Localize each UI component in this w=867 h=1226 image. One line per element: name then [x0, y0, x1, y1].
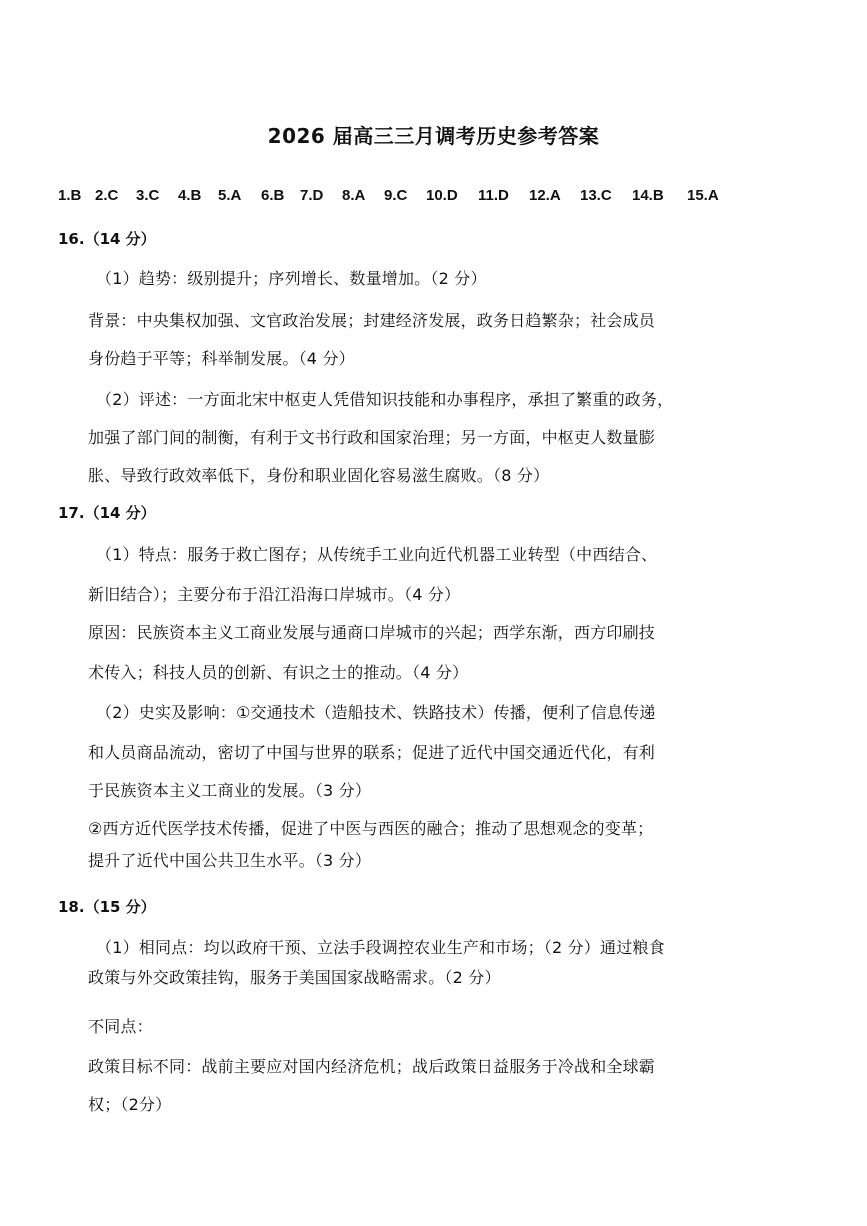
- q18-line-4: 政策目标不同：战前主要应对国内经济危机；战后政策日益服务于冷战和全球霸: [88, 1057, 656, 1076]
- mc-answer: 4.B: [178, 187, 202, 204]
- mc-answer: 15.A: [687, 187, 719, 204]
- q18-line-2: 政策与外交政策挂钩，服务于美国国家战略需求。（2 分）: [88, 968, 501, 987]
- mc-answer: 2.C: [95, 187, 119, 204]
- question-18-header: 18.（15 分）: [58, 898, 156, 916]
- mc-answer: 10.D: [426, 187, 458, 204]
- mc-answer: 5.A: [218, 187, 242, 204]
- q17-line-8: ②西方近代医学技术传播，促进了中医与西医的融合；推动了思想观念的变革；: [88, 819, 654, 838]
- mc-answer: 9.C: [384, 187, 408, 204]
- mc-answer: 8.A: [342, 187, 366, 204]
- q18-line-1: （1）相同点：均以政府干预、立法手段调控农业生产和市场；（2 分）通过粮食: [96, 938, 665, 957]
- q16-line-1: （1）趋势：级别提升；序列增长、数量增加。（2 分）: [96, 269, 487, 288]
- q18-line-3: 不同点：: [88, 1017, 153, 1036]
- q17-line-6: 和人员商品流动，密切了中国与世界的联系；促进了近代中国交通近代化，有利: [88, 743, 656, 762]
- q16-line-6: 胀、导致行政效率低下，身份和职业固化容易滋生腐败。（8 分）: [88, 466, 550, 485]
- q18-line-5: 权；（2分）: [88, 1095, 172, 1114]
- q17-line-7: 于民族资本主义工商业的发展。（3 分）: [88, 781, 372, 800]
- mc-answer: 13.C: [580, 187, 612, 204]
- multiple-choice-answers: [58, 187, 847, 211]
- q17-line-3: 原因：民族资本主义工商业发展与通商口岸城市的兴起；西学东渐，西方印刷技: [88, 623, 656, 642]
- q16-line-4: （2）评述：一方面北宋中枢吏人凭借知识技能和办事程序，承担了繁重的政务，: [96, 390, 674, 409]
- mc-answer: 1.B: [58, 187, 82, 204]
- q16-line-5: 加强了部门间的制衡，有利于文书行政和国家治理；另一方面，中枢吏人数量膨: [88, 428, 656, 447]
- q17-line-1: （1）特点：服务于救亡图存；从传统手工业向近代机器工业转型（中西结合、: [96, 545, 658, 564]
- question-16-header: 16.（14 分）: [58, 230, 156, 248]
- mc-answer: 6.B: [261, 187, 285, 204]
- q17-line-9: 提升了近代中国公共卫生水平。（3 分）: [88, 851, 372, 870]
- q17-line-4: 术传入；科技人员的创新、有识之士的推动。（4 分）: [88, 663, 469, 682]
- question-17-header: 17.（14 分）: [58, 504, 156, 522]
- q16-line-3: 身份趋于平等；科举制发展。（4 分）: [88, 349, 355, 368]
- mc-answer: 12.A: [529, 187, 561, 204]
- document-title: 2026 届高三三月调考历史参考答案: [267, 124, 600, 148]
- q17-line-5: （2）史实及影响：①交通技术（造船技术、铁路技术）传播，便利了信息传递: [96, 703, 656, 722]
- q17-line-2: 新旧结合）；主要分布于沿江沿海口岸城市。（4 分）: [88, 585, 461, 604]
- mc-answer: 7.D: [300, 187, 324, 204]
- mc-answer: 11.D: [478, 187, 509, 204]
- q16-line-2: 背景：中央集权加强、文官政治发展；封建经济发展，政务日趋繁杂；社会成员: [88, 311, 656, 330]
- mc-answer: 3.C: [136, 187, 160, 204]
- mc-answer: 14.B: [632, 187, 664, 204]
